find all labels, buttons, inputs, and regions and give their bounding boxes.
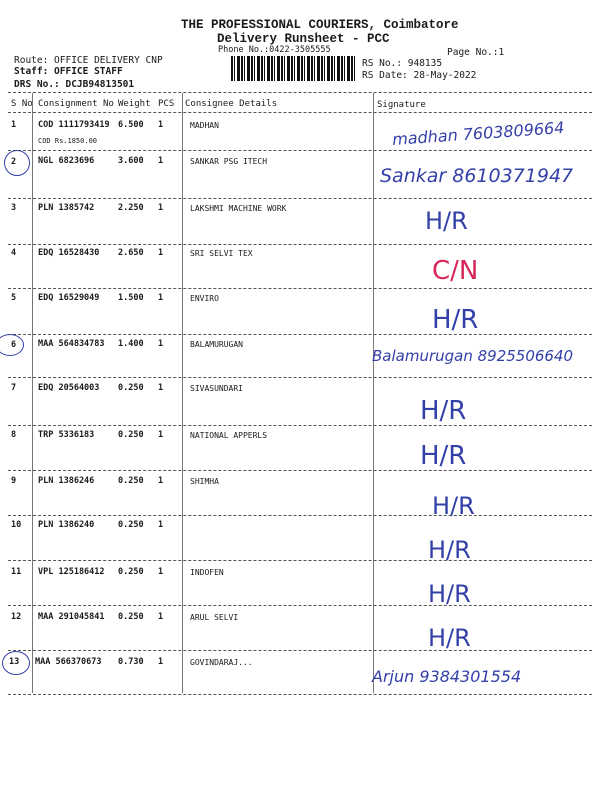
row-weight: 2.250 <box>118 203 144 213</box>
row-rule <box>8 515 592 516</box>
row-consignment: VPL 125186412 <box>38 567 105 577</box>
row-pcs: 1 <box>158 430 164 440</box>
row-consignment: MAA 566370673 <box>35 657 102 667</box>
row-pcs: 1 <box>158 657 164 667</box>
row-rule <box>8 470 592 471</box>
row-consignee: NATIONAL APPERLS <box>190 431 268 440</box>
row-signature: H/R <box>425 207 468 235</box>
row-consignee: BALAMURUGAN <box>190 340 243 349</box>
row-sno: 12 <box>11 612 22 622</box>
row-pcs: 1 <box>158 156 164 166</box>
row-signature: H/R <box>428 624 471 652</box>
row-pcs: 1 <box>158 476 164 486</box>
row-signature: Balamurugan 8925506640 <box>372 347 574 365</box>
row-weight: 0.250 <box>118 430 144 440</box>
row-consignee: LAKSHMI MACHINE WORK <box>190 204 287 213</box>
row-rule <box>8 560 592 561</box>
header-top-rule <box>8 92 592 93</box>
col-signature: Signature <box>377 100 426 110</box>
row-consignment: EDQ 16528430 <box>38 248 100 258</box>
row-circle-mark <box>4 150 30 176</box>
row-consignee: INDOFEN <box>190 568 224 577</box>
row-consignee: SIVASUNDARI <box>190 384 243 393</box>
col-weight: Weight <box>118 99 151 109</box>
col-pcs: PCS <box>158 99 175 109</box>
row-consignment: TRP 5336183 <box>38 430 95 440</box>
col-consignment: Consignment No <box>38 99 114 109</box>
row-signature: Sankar 8610371947 <box>380 165 574 187</box>
row-weight: 2.650 <box>118 248 144 258</box>
row-consignment: PLN 1385742 <box>38 203 95 213</box>
doc-title: Delivery Runsheet - PCC <box>217 32 390 46</box>
company-title: THE PROFESSIONAL COURIERS, Coimbatore <box>181 18 459 32</box>
row-sno: 8 <box>11 430 17 440</box>
row-rule <box>8 694 592 695</box>
row-sno: 9 <box>11 476 17 486</box>
row-weight: 0.250 <box>118 383 144 393</box>
row-signature: H/R <box>428 580 471 608</box>
route-label: Route: OFFICE DELIVERY CNP <box>14 55 163 66</box>
row-sno: 11 <box>11 567 22 577</box>
row-consignment: PLN 1386246 <box>38 476 95 486</box>
row-weight: 1.400 <box>118 339 144 349</box>
row-sno: 10 <box>11 520 22 530</box>
row-consignment: PLN 1386240 <box>38 520 95 530</box>
row-rule <box>8 244 592 245</box>
row-pcs: 1 <box>158 248 164 258</box>
page-number: Page No.:1 <box>447 47 505 58</box>
cod-amount: COD Rs.1850.00 <box>38 137 98 145</box>
col-separator <box>32 93 33 693</box>
row-consignment: MAA 291045841 <box>38 612 105 622</box>
row-rule <box>8 198 592 199</box>
row-weight: 0.730 <box>118 657 144 667</box>
row-pcs: 1 <box>158 339 164 349</box>
row-pcs: 1 <box>158 293 164 303</box>
row-rule <box>8 425 592 426</box>
row-signature: C/N <box>432 256 479 286</box>
row-pcs: 1 <box>158 120 164 130</box>
rs-date: RS Date: 28-May-2022 <box>362 70 477 81</box>
row-signature: Arjun 9384301554 <box>372 667 522 686</box>
row-consignee: SHIMHA <box>190 477 219 486</box>
row-signature: madhan 7603809664 <box>391 118 565 149</box>
row-weight: 1.500 <box>118 293 144 303</box>
row-consignee: ENVIRO <box>190 294 219 303</box>
barcode-image <box>231 56 357 81</box>
row-consignment: EDQ 16529049 <box>38 293 100 303</box>
row-pcs: 1 <box>158 383 164 393</box>
col-separator <box>182 93 183 693</box>
row-consignment: EDQ 20564003 <box>38 383 100 393</box>
row-sno: 3 <box>11 203 17 213</box>
row-weight: 0.250 <box>118 612 144 622</box>
col-consignee: Consignee Details <box>185 99 278 109</box>
row-weight: 6.500 <box>118 120 144 130</box>
row-rule <box>8 334 592 335</box>
row-pcs: 1 <box>158 567 164 577</box>
row-sno: 7 <box>11 383 17 393</box>
row-consignee: SANKAR PSG ITECH <box>190 157 268 166</box>
row-pcs: 1 <box>158 520 164 530</box>
row-rule <box>8 288 592 289</box>
row-weight: 3.600 <box>118 156 144 166</box>
phone-number: Phone No.:0422-3505555 <box>218 45 331 55</box>
row-consignee: SRI SELVI TEX <box>190 249 253 258</box>
row-sno: 6 <box>11 340 17 350</box>
row-sno: 4 <box>11 248 17 258</box>
row-rule <box>8 377 592 378</box>
row-sno: 1 <box>11 120 17 130</box>
rs-number: RS No.: 948135 <box>362 58 443 69</box>
staff-label: Staff: OFFICE STAFF <box>14 66 123 77</box>
row-signature: H/R <box>420 441 467 471</box>
drs-number: DRS No.: DCJB94813501 <box>14 79 135 90</box>
row-rule <box>8 150 592 151</box>
row-sno: 5 <box>11 293 17 303</box>
row-consignment: COD 1111793419 <box>38 120 110 130</box>
col-sno: S No <box>11 99 33 109</box>
row-pcs: 1 <box>158 612 164 622</box>
header-bottom-rule <box>8 112 592 113</box>
row-signature: H/R <box>432 492 475 520</box>
row-consignee: GOVINDARAJ... <box>190 658 253 667</box>
row-sno: 13 <box>9 657 20 667</box>
row-consignment: NGL 6823696 <box>38 156 95 166</box>
row-rule <box>8 605 592 606</box>
row-signature: H/R <box>420 396 467 426</box>
row-weight: 0.250 <box>118 476 144 486</box>
row-signature: H/R <box>432 305 479 335</box>
row-weight: 0.250 <box>118 520 144 530</box>
row-consignee: ARUL SELVI <box>190 613 239 622</box>
row-sno: 2 <box>11 157 17 167</box>
row-consignment: MAA 564834783 <box>38 339 105 349</box>
col-separator <box>373 93 374 693</box>
row-weight: 0.250 <box>118 567 144 577</box>
row-pcs: 1 <box>158 203 164 213</box>
row-signature: H/R <box>428 536 471 564</box>
row-consignee: MADHAN <box>190 121 219 130</box>
row-rule <box>8 650 592 651</box>
